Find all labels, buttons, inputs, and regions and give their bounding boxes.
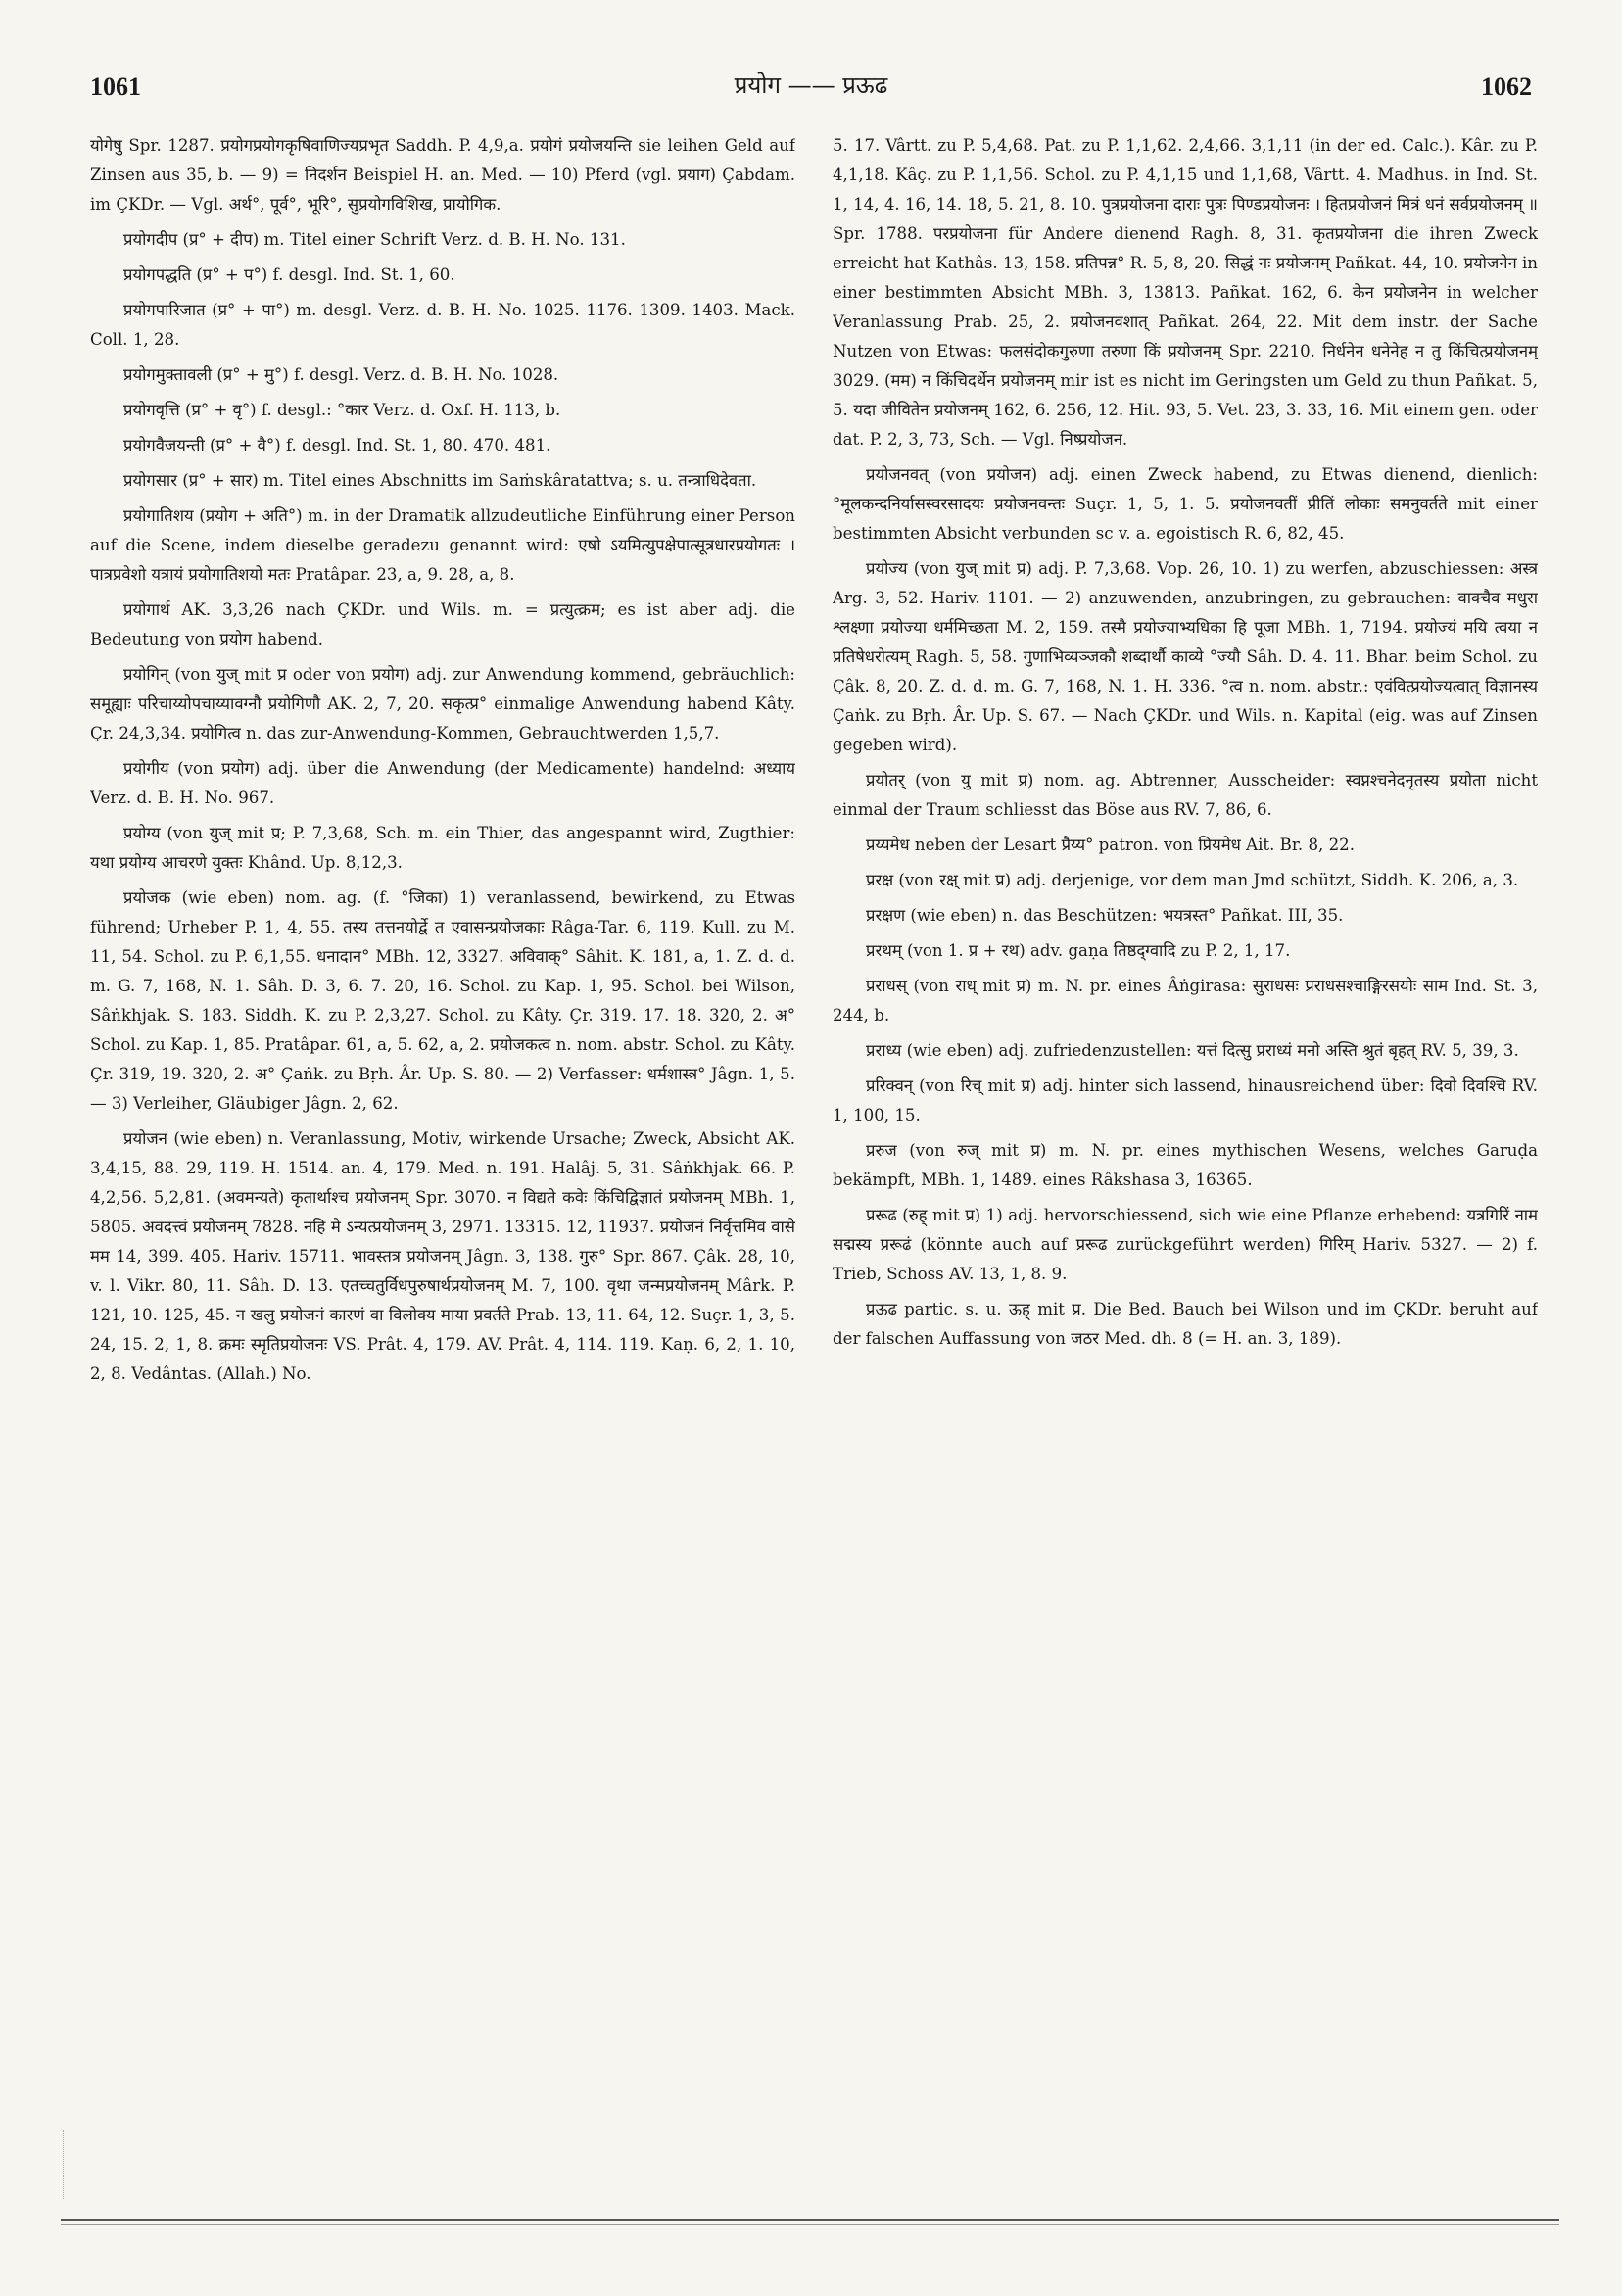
dictionary-entry: प्ररक्षण (wie eben) n. das Beschützen: भयत्रस्त° Pañkat. III, 35. xyxy=(866,906,1344,925)
dictionary-entry: प्ररूढ (रुह् mit प्र) 1) adj. hervorschiessend, sich wie eine Pflanze erhebend: यत्रगिरिं नाम सद्मस्य प्ररूढं (könnte auch auf प्ररूढ zurückgeführt werden) गिरिम् Hariv. 5327. — 2) f. Trieb, Schoss AV. 13, 1, 8. 9. xyxy=(833,1206,1538,1283)
dictionary-entry: प्रयोगवैजयन्ती (प्र° + वै°) f. desgl. Ind. St. 1, 80. 470. 481. xyxy=(123,436,551,454)
dictionary-entry: प्रयोगिन् (von युज् mit प्र oder von प्रयोग) adj. zur Anwendung kommend, gebräuchlich: समूह्याः परिचाय्योपचाय्यावग्नौ प्रयोगिणौ AK. 2, 7, 20. सकृत्प्र° einmalige Anwendung habend Kâty. Çr. 24,3,34. प्रयोगित्व n. das zur-Anwendung-Kommen, Gebrauchtwerden 1,5,7. xyxy=(90,665,795,742)
bottom-rule xyxy=(61,2219,1559,2221)
dictionary-entry: योगेषु Spr. 1287. प्रयोगप्रयोगकृषिवाणिज्यप्रभृत Saddh. P. 4,9,a. प्रयोगं प्रयोजयन्ति sie leihen Geld auf Zinsen aus 35, b. — 9) = निदर्शन Beispiel H. an. Med. — 10) Pferd (vgl. प्रयाग) Çabdam. im ÇKDr. — Vgl. अर्थ°, पूर्व°, भूरि°, सुप्रयोगविशिख, प्रायोगिक. xyxy=(90,136,795,214)
dictionary-entry: प्रराधस् (von राध् mit प्र) m. N. pr. eines Âṅgirasa: सुराधसः प्रराधसश्चाङ्गिरसयोः साम Ind. St. 3, 244, b. xyxy=(833,977,1538,1025)
dictionary-entry: प्रयोजक (wie eben) nom. ag. (f. °जिका) 1) veranlassend, bewirkend, zu Etwas führend; Urheber P. 1, 4, 55. तस्य तत्तनयोर्द्वे त एवासन्प्रयोजकाः Râga-Tar. 6, 119. Kull. zu M. 11, 54. Schol. zu P. 6,1,55. धनादान° MBh. 12, 3327. अविवाक्° Sâhit. K. 181, a, 1. Z. d. d. m. G. 7, 168, N. 1. Sâh. D. 3, 6. 7. 20, 16. Schol. zu Kap. 1, 95. Schol. bei Wilson, Sâṅkhjak. S. 183. Siddh. K. zu P. 2,3,27. Schol. zu Kâty. Çr. 319. 17. 18. 320, 2. अ° Schol. zu Kap. 1, 85. Pratâpar. 61, a, 5. 62, a, 2. प्रयोजकत्व n. nom. abstr. Schol. zu Kâty. Çr. 319, 19. 320, 2. अ° Çaṅk. zu Bṛh. Âr. Up. S. 80. — 2) Verfasser: धर्मशास्त्र° Jâgn. 1, 5. — 3) Verleiher, Gläubiger Jâgn. 2, 62. xyxy=(90,888,795,1113)
dictionary-entry: प्रयोतर् (von यु mit प्र) nom. ag. Abtrenner, Ausscheider: स्वप्नश्चनेदनृतस्य प्रयोता nicht einmal der Traum schliesst das Böse aus RV. 7, 86, 6. xyxy=(833,771,1538,819)
left-column xyxy=(90,131,795,2129)
dictionary-entry: प्ररक्ष (von रक्ष् mit प्र) adj. derjenige, vor dem man Jmd schützt, Siddh. K. 206, a, 3. xyxy=(866,871,1519,889)
bottom-rule-thin xyxy=(61,2224,1559,2225)
dictionary-entry: प्रयोगवृत्ति (प्र° + वृ°) f. desgl.: °कार Verz. d. Oxf. H. 113, b. xyxy=(123,401,561,419)
dictionary-entry: प्रयोगमुक्तावली (प्र° + मु°) f. desgl. Verz. d. B. H. No. 1028. xyxy=(123,365,559,384)
dictionary-entry: प्रयोगपद्धति (प्र° + प°) f. desgl. Ind. St. 1, 60. xyxy=(123,265,455,284)
dictionary-entry: प्रयोगातिशय (प्रयोग + अति°) m. in der Dramatik allzudeutliche Einführung einer Person auf die Scene, indem dieselbe geradezu genannt wird: एषो ऽयमित्युपक्षेपात्सूत्रधारप्रयोगतः । पात्रप्रवेशो यत्रायं प्रयोगातिशयो मतः Pratâpar. 23, a, 9. 28, a, 8. xyxy=(90,506,795,584)
dictionary-entry: प्रऊढ partic. s. u. ऊह् mit प्र. Die Bed. Bauch bei Wilson und im ÇKDr. beruht auf der falschen Auffassung von जठर Med. dh. 8 (= H. an. 3, 189). xyxy=(833,1300,1538,1348)
dictionary-entry: प्रयोजनवत् (von प्रयोजन) adj. einen Zweck habend, zu Etwas dienend, dienlich: °मूलकन्दनिर्यासस्वरसादयः प्रयोजनवन्तः Suçr. 1, 5, 1. 5. प्रयोजनवतीं प्रीतिं लोकाः समनुवर्तते mit einer bestimmten Absicht verbunden sc v. a. egoistisch R. 6, 82, 45. xyxy=(833,465,1538,543)
page-number-left: 1061 xyxy=(90,72,141,101)
dictionary-entry: प्रयोगार्थ AK. 3,3,26 nach ÇKDr. und Wils. m. = प्रत्युत्क्रम; es ist aber adj. die Bedeutung von प्रयोग habend. xyxy=(90,600,795,648)
dictionary-entry: प्रयोगसार (प्र° + सार) m. Titel eines Abschnitts im Saṁskâratattva; s. u. तन्त्राधिदेवता. xyxy=(123,471,757,490)
margin-mark xyxy=(63,2130,66,2199)
dictionary-entry: प्रयोगपारिजात (प्र° + पा°) m. desgl. Verz. d. B. H. No. 1025. 1176. 1309. 1403. Mack. Coll. 1, 28. xyxy=(90,301,795,349)
dictionary-entry: प्ररथम् (von 1. प्र + रथ) adv. gaṇa तिष्ठद्ग्वादि zu P. 2, 1, 17. xyxy=(866,941,1291,960)
dictionary-entry: प्रयोजन (wie eben) n. Veranlassung, Motiv, wirkende Ursache; Zweck, Absicht AK. 3,4,15, 88. 29, 119. H. 1514. an. 4, 179. Med. n. 191. Halâj. 5, 31. Sâṅkhjak. 66. P. 4,2,56. 5,2,81. (अवमन्यते) कृतार्थाश्च प्रयोजनम् Spr. 3070. न विद्यते कवेः किंचिद्विज्ञातं प्रयोजनम् MBh. 1, 5805. अवदत्त्वं प्रयोजनम् 7828. नहि मे ऽन्यत्प्रयोजनम् 3, 2971. 13315. 12, 11937. प्रयोजनं निर्वृत्तमिव वासे मम 14, 399. 405. Hariv. 15711. भावस्तत्र प्रयोजनम् Jâgn. 3, 138. गुरु° Spr. 867. Çâk. 28, 10, v. l. Vikr. 80, 11. Sâh. D. 13. एतच्चतुर्विधपुरुषार्थप्रयोजनम् M. 7, 100. वृथा जन्मप्रयोजनम् Mârk. P. 121, 10. 125, 45. न खलु प्रयोजनं कारणं वा विलोक्य माया प्रवर्तते Prab. 13, 11. 64, 12. Suçr. 1, 3, 5. 24, 15. 2, 1, 8. क्रमः स्मृतिप्रयोजनः VS. Prât. 4, 179. AV. Prât. 4, 114. 119. Kaṇ. 6, 2, 1. 10, 2, 8. Vedântas. (Allah.) No. xyxy=(90,1129,795,1383)
dictionary-entry: प्ररिक्वन् (von रिच् mit प्र) adj. hinter sich lassend, hinausreichend über: दिवो दिवश्चि RV. 1, 100, 15. xyxy=(833,1076,1538,1124)
dictionary-entry: प्रयोगदीप (प्र° + दीप) m. Titel einer Schrift Verz. d. B. H. No. 131. xyxy=(123,230,626,249)
right-column xyxy=(833,131,1538,2129)
dictionary-entry: प्रयोज्य (von युज् mit प्र) adj. P. 7,3,68. Vop. 26, 10. 1) zu werfen, abzuschiessen: अस्त्र Arg. 3, 52. Hariv. 1101. — 2) anzuwenden, anzubringen, zu gebrauchen: वाक्चैव मधुरा श्लक्ष्णा प्रयोज्या धर्ममिच्छता M. 2, 159. तस्मै प्रयोज्याभ्यधिका हि पूजा MBh. 1, 7194. प्रयोज्यं मयि त्वया न प्रतिषेधरोत्यम् Ragh. 5, 58. गुणाभिव्यञ्जकौ शब्दार्थौ काव्ये °ज्यौ Sâh. D. 4. 11. Bhar. beim Schol. zu Çâk. 8, 20. Z. d. d. m. G. 7, 168, N. 1. H. 336. °त्व n. nom. abstr.: एवंवित्प्रयोज्यत्वात् विज्ञानस्य Çaṅk. zu Bṛh. Âr. Up. S. 67. — Nach ÇKDr. und Wils. n. Kapital (eig. was auf Zinsen gegeben wird). xyxy=(833,559,1538,754)
dictionary-entry: प्ररुज (von रुज् mit प्र) m. N. pr. eines mythischen Wesens, welches Garuḍa bekämpft, MBh. 1, 1489. eines Râkshasa 3, 16365. xyxy=(833,1141,1538,1189)
page-header xyxy=(90,72,1532,112)
dictionary-entry: प्रयोगीय (von प्रयोग) adj. über die Anwendung (der Medicamente) handelnd: अध्याय Verz. d. B. H. No. 967. xyxy=(90,759,795,807)
dictionary-entry: प्रयोग्य (von युज् mit प्र; P. 7,3,68, Sch. m. ein Thier, das angespannt wird, Zugthier: यथा प्रयोग्य आचरणे युक्तः Khând. Up. 8,12,3. xyxy=(90,824,795,872)
dictionary-entry: 5. 17. Vârtt. zu P. 5,4,68. Pat. zu P. 1,1,62. 2,4,66. 3,1,11 (in der ed. Calc.). Kâr. zu P. 4,1,18. Kâç. zu P. 1,1,56. Schol. zu P. 4,1,15 und 1,1,68, Vârtt. 4. Madhus. in Ind. St. 1, 14, 4. 16, 14. 18, 5. 21, 8. 10. पुत्रप्रयोजना दाराः पुत्रः पिण्डप्रयोजनः । हितप्रयोजनं मित्रं धनं सर्वप्रयोजनम् ॥ Spr. 1788. परप्रयोजना für Andere dienend Ragh. 8, 31. कृतप्रयोजना die ihren Zweck erreicht hat Kathâs. 13, 158. प्रतिपन्न° R. 5, 8, 20. सिद्धं नः प्रयोजनम् Pañkat. 44, 10. प्रयोजनेन in einer bestimmten Absicht MBh. 3, 13813. Pañkat. 162, 6. केन प्रयोजनेन in welcher Veranlassung Prab. 25, 2. प्रयोजनवशात् Pañkat. 264, 22. Mit dem instr. der Sache Nutzen von Etwas: फलसंदोकगुरुणा तरुणा किं प्रयोजनम् Spr. 2210. निर्धनेन धनेनेह न तु किंचित्प्रयोजनम् 3029. (मम) न किंचिदर्थेन प्रयोजनम् mir ist es nicht im Geringsten um Geld zu thun Pañkat. 5, 5. यदा जीवितेन प्रयोजनम् 162, 6. 256, 12. Hit. 93, 5. Vet. 23, 3. 33, 16. Mit einem gen. oder dat. P. 2, 3, 73, Sch. — Vgl. निष्प्रयोजन. xyxy=(833,136,1538,449)
running-head: प्रयोग —— प्रऊढ xyxy=(734,72,888,99)
dictionary-entry: प्रराध्य (wie eben) adj. zufriedenzustellen: यत्तं दित्सु प्रराध्यं मनो अस्ति श्रुतं बृहत् RV. 5, 39, 3. xyxy=(866,1041,1519,1060)
dictionary-entry: प्रय्यमेध neben der Lesart प्रैय्य° patron. von प्रियमेध Ait. Br. 8, 22. xyxy=(866,836,1355,854)
page-number-right: 1062 xyxy=(1481,72,1532,101)
